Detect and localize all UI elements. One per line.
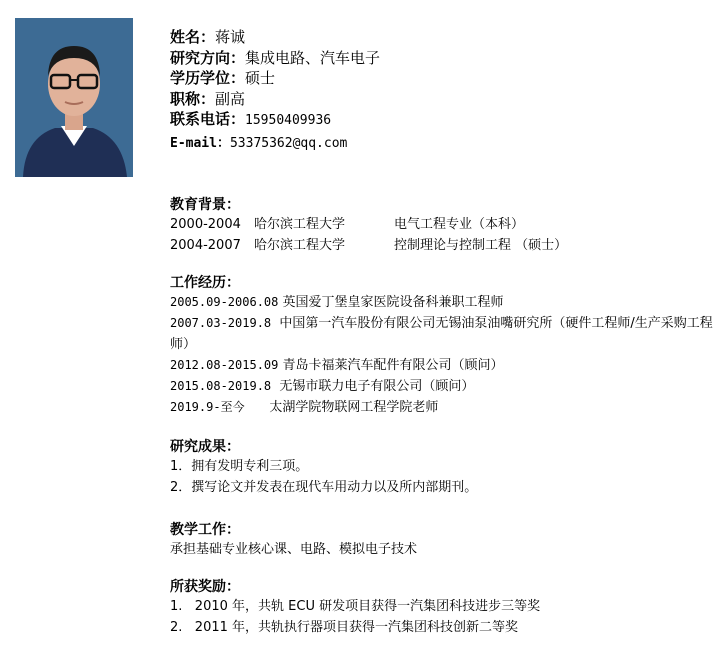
title-line [170, 89, 715, 110]
work-dates: 2019.9-至今 [170, 400, 245, 414]
work-row [170, 376, 715, 397]
work-dates: 2005.09-2006.08 [170, 295, 279, 309]
degree-label: 学历学位： [170, 69, 246, 87]
degree-value: 硕士 [245, 69, 276, 87]
work-dates: 2012.08-2015.09 [170, 358, 279, 372]
education-years: 2000-2004 [170, 217, 241, 232]
field-line [170, 48, 715, 69]
phone-line [170, 109, 715, 132]
work-row [170, 313, 715, 355]
research-title: 研究成果： [170, 439, 240, 455]
education-years: 2004-2007 [170, 238, 241, 253]
work-row [170, 292, 715, 313]
teaching-text: 承担基础专业核心课、电路、模拟电子技术 [170, 542, 418, 557]
degree-line [170, 68, 715, 89]
title-value: 副高 [215, 89, 246, 108]
name-label: 姓名： [170, 28, 216, 46]
name-value: 蒋诚 [215, 28, 246, 46]
work-desc: 英国爱丁堡皇家医院设备科兼职工程师 [278, 295, 504, 310]
education-major: 电气工程专业（本科） [394, 217, 525, 232]
education-title: 教育背景： [170, 197, 240, 213]
portrait-image [15, 18, 133, 177]
email-line [170, 132, 715, 155]
research-item: 2．撰写论文并发表在现代车用动力以及所内部期刊。 [170, 480, 478, 495]
work-desc: 太湖学院物联网工程学院老师 [244, 400, 439, 415]
work-desc: 无锡市联力电子有限公司（顾问） [271, 379, 475, 394]
work-desc: 青岛卡福莱汽车配件有限公司（顾问） [278, 358, 504, 373]
work-desc: 中国第一汽车股份有限公司无锡油泵油嘴研究所（硬件工程师/生产采购工程师） [170, 316, 713, 352]
profile-content [170, 27, 715, 638]
teaching-title: 教学工作： [170, 522, 240, 538]
education-row [170, 235, 715, 256]
work-dates: 2007.03-2019.8 [170, 316, 272, 330]
research-item: 1．拥有发明专利三项。 [170, 459, 309, 474]
education-school: 哈尔滨工程大学 [254, 238, 346, 253]
work-row [170, 397, 715, 418]
title-label: 职称： [170, 89, 216, 108]
education-major: 控制理论与控制工程 （硕士） [394, 238, 568, 253]
work-title: 工作经历： [170, 275, 240, 291]
email-value: 53375362@qq.com [229, 135, 348, 151]
field-label: 研究方向： [170, 48, 246, 67]
award-item: 2. 2011 年，共轨执行器项目获得一汽集团科技创新二等奖 [170, 620, 519, 635]
work-dates: 2015.08-2019.8 [170, 379, 272, 393]
work-row [170, 355, 715, 376]
name-line [170, 27, 715, 48]
awards-title: 所获奖励： [170, 579, 240, 595]
award-item: 1. 2010 年，共轨 ECU 研发项目获得一汽集团科技进步三等奖 [170, 599, 541, 614]
profile-photo [15, 18, 133, 177]
education-school: 哈尔滨工程大学 [254, 217, 346, 232]
field-value: 集成电路、汽车电子 [245, 48, 381, 67]
phone-label: 联系电话： [170, 110, 246, 128]
email-label: E-mail： [170, 135, 230, 151]
education-row [170, 214, 715, 235]
phone-value: 15950409936 [245, 113, 332, 128]
